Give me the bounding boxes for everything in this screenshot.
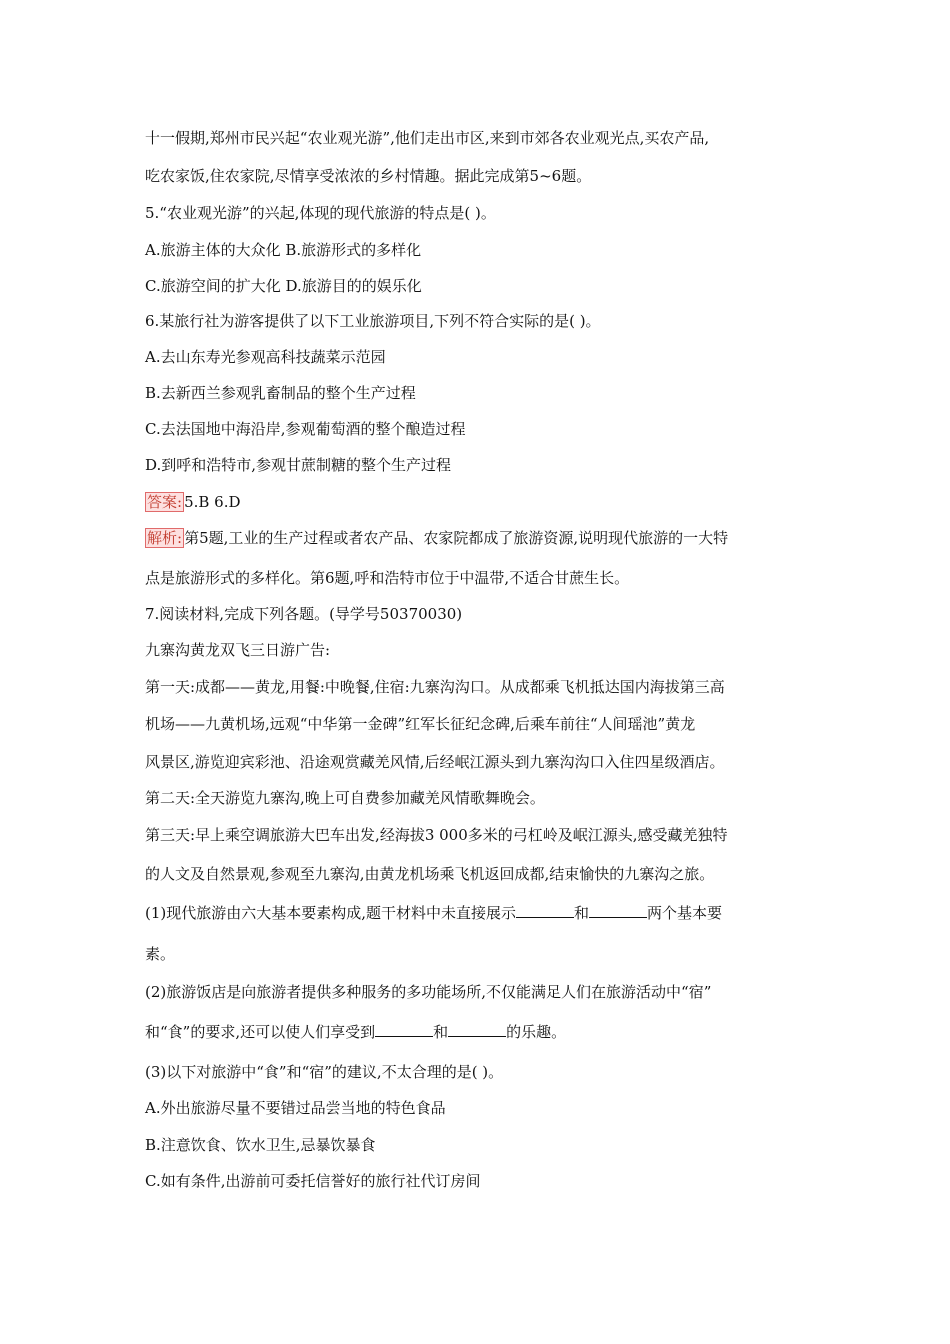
sub-question-3-option-b: B.注意饮食、饮水卫生,忌暴饮暴食 <box>145 1136 376 1154</box>
fill-blank-1[interactable] <box>516 903 574 918</box>
sub-question-2-line-1: (2)旅游饭店是向旅游者提供多种服务的多功能场所,不仅能满足人们在旅游活动中“宿” <box>145 983 712 1001</box>
question-5-stem: 5.“农业观光游”的兴起,体现的现代旅游的特点是( )。 <box>145 204 496 222</box>
sub-question-1-text-a: (1)现代旅游由六大基本要素构成,题干材料中未直接展示 <box>145 904 517 922</box>
intro-line-1: 十一假期,郑州市民兴起“农业观光游”,他们走出市区,来到市郊各农业观光点,买农产品, <box>145 129 710 147</box>
sub-question-1-text-c: 两个基本要 <box>647 904 723 922</box>
question-6-stem: 6.某旅行社为游客提供了以下工业旅游项目,下列不符合实际的是( )。 <box>145 312 601 330</box>
intro-line-2: 吃农家饭,住农家院,尽情享受浓浓的乡村情趣。据此完成第5~6题。 <box>145 167 592 185</box>
sub-question-1-line-1 <box>145 903 825 923</box>
day1-line-2: 机场——九黄机场,远观“中华第一金碑”红军长征纪念碑,后乘车前往“人间瑶池”黄龙 <box>145 715 696 733</box>
question-7-stem: 7.阅读材料,完成下列各题。(导学号50370030) <box>145 605 463 623</box>
analysis-text-1: 第5题,工业的生产过程或者农产品、农家院都成了旅游资源,说明现代旅游的一大特 <box>184 529 729 547</box>
day2-line: 第二天:全天游览九寨沟,晚上可自费参加藏羌风情歌舞晚会。 <box>145 789 545 807</box>
sub-question-3-option-a: A.外出旅游尽量不要错过品尝当地的特色食品 <box>145 1099 446 1117</box>
question-6-option-a: A.去山东寿光参观高科技蔬菜示范园 <box>145 348 386 366</box>
day3-line-1: 第三天:早上乘空调旅游大巴车出发,经海拔3 000多米的弓杠岭及岷江源头,感受藏羌独特 <box>145 826 728 844</box>
answer-line <box>145 492 825 512</box>
sub-question-2-text-c: 的乐趣。 <box>506 1023 567 1041</box>
fill-blank-3[interactable] <box>375 1022 433 1037</box>
day1-line-3: 风景区,游览迎宾彩池、沿途观赏藏羌风情,后经岷江源头到九寨沟沟口入住四星级酒店。 <box>145 753 725 771</box>
sub-question-3-option-c: C.如有条件,出游前可委托信誉好的旅行社代订房间 <box>145 1172 481 1190</box>
ad-title: 九寨沟黄龙双飞三日游广告: <box>145 641 331 659</box>
sub-question-2-text-b: 和 <box>433 1023 449 1041</box>
answer-label: 答案: <box>147 493 183 511</box>
question-6-option-d: D.到呼和浩特市,参观甘蔗制糖的整个生产过程 <box>145 456 452 474</box>
analysis-line-1 <box>145 528 825 548</box>
question-6-option-b: B.去新西兰参观乳畜制品的整个生产过程 <box>145 384 416 402</box>
day3-line-2: 的人文及自然景观,参观至九寨沟,由黄龙机场乘飞机返回成都,结束愉快的九寨沟之旅。 <box>145 865 715 883</box>
sub-question-2-text-a: 和“食”的要求,还可以使人们享受到 <box>145 1023 376 1041</box>
fill-blank-4[interactable] <box>448 1022 506 1037</box>
question-5-options-ab: A.旅游主体的大众化 B.旅游形式的多样化 <box>145 241 422 259</box>
answer-text: 5.B 6.D <box>184 493 241 511</box>
sub-question-1-text-b: 和 <box>574 904 590 922</box>
question-5-options-cd: C.旅游空间的扩大化 D.旅游目的的娱乐化 <box>145 277 422 295</box>
sub-question-3-stem: (3)以下对旅游中“食”和“宿”的建议,不太合理的是( )。 <box>145 1063 504 1081</box>
question-6-option-c: C.去法国地中海沿岸,参观葡萄酒的整个酿造过程 <box>145 420 466 438</box>
day1-line-1: 第一天:成都——黄龙,用餐:中晚餐,住宿:九寨沟沟口。从成都乘飞机抵达国内海拔第三高 <box>145 678 725 696</box>
analysis-line-2: 点是旅游形式的多样化。第6题,呼和浩特市位于中温带,不适合甘蔗生长。 <box>145 569 630 587</box>
sub-question-1-line-2: 素。 <box>145 945 176 963</box>
analysis-label: 解析: <box>147 529 183 547</box>
fill-blank-2[interactable] <box>589 903 647 918</box>
sub-question-2-line-2 <box>145 1022 825 1042</box>
